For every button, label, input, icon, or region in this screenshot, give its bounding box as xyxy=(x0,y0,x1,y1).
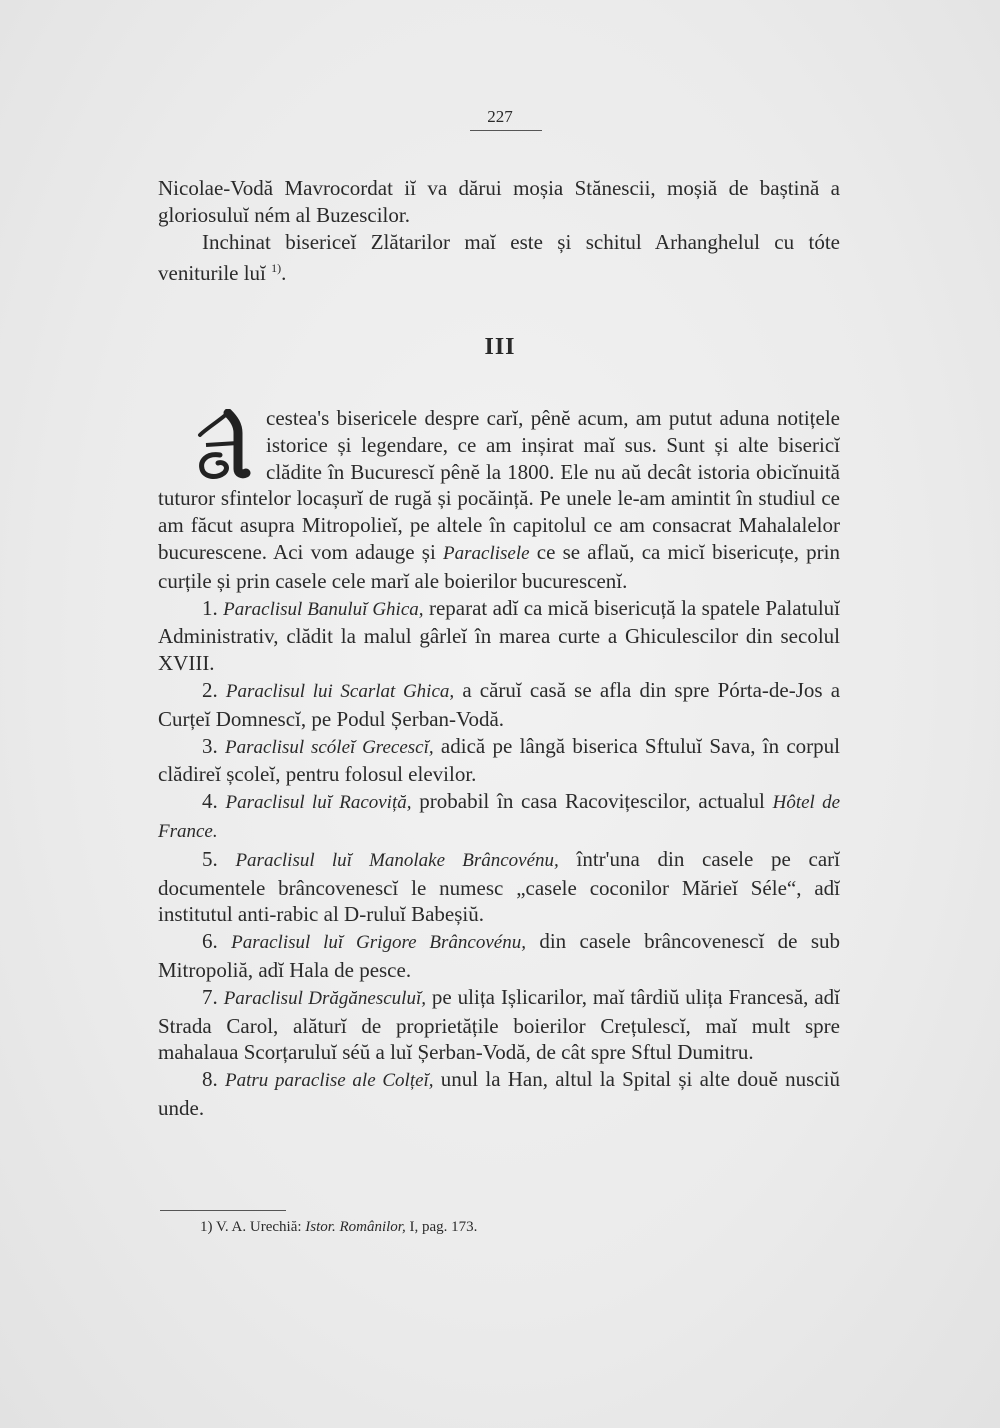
item-extra-italic: Hôtel de France. xyxy=(158,792,840,842)
intro-paragraph-2-text: Inchinat bisericeĭ Zlătarilor maĭ este și schitul Arhanghelul cu tóte veniturile luĭ xyxy=(158,229,840,286)
item-text: pe ulița Ișlicarilor, maĭ târdiŭ ulița Francesă, adĭ Strada Carol, alăturĭ de proprietățile boierilor Crețulescĭ, maĭ mult spre mahalaua Scorțaruluĭ séŭ a luĭ Șerban-Vodă, de cât spre Sftul Dumitru. xyxy=(158,984,840,1065)
body-paragraph-1-end: ce se aflaŭ, ca micĭ bisericuțe, prin curțile și prin casele cele marĭ ale boierilor bucurescenĭ. xyxy=(158,539,840,593)
body-paragraph-1-text: cestea's bisericele despre carĭ, pênĕ acum, am putut aduna notițele istorice și legendare, ce am inșirat maĭ sus. Sunt și alte bisericĭ clădite în Bucurescĭ pênĕ la 1800. Ele nu aŭ decât istoria obicĭnuită tuturor sfintelor locașurĭ de rugă și pocăință. Pe unele le-am amintit în studiul ce am făcut asupra Mitropolieĭ, pe altele în capitolul ce am consacrat Mahalalelor bucurescene. Aci vom adauge și xyxy=(158,406,840,564)
item-title: Paraclisul luĭ Racoviță, xyxy=(225,792,412,814)
page-number-rule xyxy=(470,130,542,131)
item-number: 5. xyxy=(202,846,218,871)
item-number: 6. xyxy=(202,929,218,954)
item-title: Paraclisul luĭ Manolake Brâncovénu, xyxy=(235,849,559,871)
item-title: Paraclisul lui Scarlat Ghica, xyxy=(225,680,455,702)
item-number: 8. xyxy=(202,1067,218,1092)
footnote-ref: I, pag. 173. xyxy=(409,1219,478,1235)
item-number: 4. xyxy=(202,789,218,814)
drop-cap-a xyxy=(194,409,256,481)
list-item xyxy=(158,984,840,1066)
body-text xyxy=(158,405,840,1122)
intro-paragraph-2-end: . xyxy=(281,261,287,286)
item-title: Patru paraclise ale Colțeĭ, xyxy=(224,1070,434,1092)
item-number: 2. xyxy=(202,677,218,702)
list-item xyxy=(158,846,840,928)
list-item xyxy=(158,677,840,733)
item-text: din casele brâncovenescĭ de sub Mitropoliă, adĭ Hala de pesce. xyxy=(158,929,840,982)
list-item xyxy=(158,733,840,789)
footnote-author: V. A. Urechiă: xyxy=(215,1219,302,1235)
item-title: Paraclisul scóleĭ Grecescĭ, xyxy=(225,736,434,758)
section-heading: III xyxy=(484,334,516,360)
page-number: 227 xyxy=(487,107,513,126)
item-number: 3. xyxy=(202,733,218,758)
ornamental-letter-a-icon xyxy=(194,409,256,481)
item-text: reparat adĭ ca mică bisericuță la spatele Palatuluĭ Administrativ, clădit la malul gârleĭ în marea curte a Ghiculescilor din secolul XVIII. xyxy=(158,595,841,676)
intro-paragraph-1: Nicolae-Vodă Mavrocordat iĭ va dărui moșia Stănescii, moșiă de baștină a gloriosuluĭ ném al Buzescilor. xyxy=(158,176,840,227)
body-paragraph-1 xyxy=(158,405,840,595)
list-item xyxy=(158,928,840,984)
item-title: Paraclisul Drăgănesculuĭ, xyxy=(223,987,426,1009)
list-item xyxy=(158,1066,840,1122)
list-item xyxy=(158,788,840,846)
item-text: probabil în casa Racovițescilor, actualul xyxy=(419,789,765,814)
footnote-reference: 1) xyxy=(271,261,282,276)
item-text: a căruĭ casă se afla din spre Pórta-de-Jos a Curțeĭ Domnescĭ, pe Podul Șerban-Vodă. xyxy=(158,677,841,731)
footnote xyxy=(200,1219,800,1236)
item-title: Paraclisul luĭ Grigore Brâncovénu, xyxy=(231,932,526,954)
item-number: 7. xyxy=(202,984,218,1009)
item-text: într'una din casele pe carĭ documentele brâncovenescĭ le numesc „casele coconilor Mărieĭ Séle“, adĭ institutul anti-rabic al D-ruluĭ Babeșiŭ. xyxy=(158,846,841,927)
item-title: Paraclisul Banuluĭ Ghica, xyxy=(223,598,424,620)
footnote-work: Istor. Românilor, xyxy=(305,1219,406,1235)
item-text: unul la Han, altul la Spital și alte douĕ nusciŭ unde. xyxy=(158,1067,841,1120)
intro-text xyxy=(158,175,840,287)
footnote-marker: 1) xyxy=(200,1219,213,1235)
intro-paragraph-2 xyxy=(158,229,840,288)
item-number: 1. xyxy=(202,595,218,620)
footnote-rule xyxy=(160,1210,286,1211)
list-item xyxy=(158,595,840,677)
item-text: adică pe lângă biserica Sftuluĭ Sava, în corpul clădireĭ școleĭ, pentru folosul elevilor. xyxy=(158,733,841,787)
paraclisele-term: Paraclisele xyxy=(443,542,530,564)
